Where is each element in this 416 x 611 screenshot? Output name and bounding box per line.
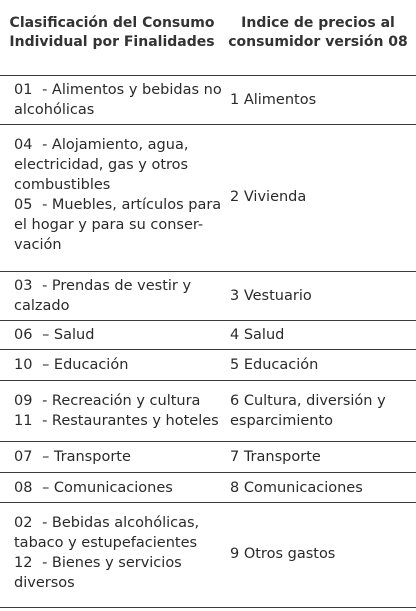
row-right-cell xyxy=(230,90,410,110)
header-left xyxy=(8,14,216,52)
row-right-cell xyxy=(230,355,410,375)
row-entry xyxy=(14,478,224,498)
entry-text-line2: diversos xyxy=(14,575,75,591)
row-right-cell xyxy=(230,286,410,306)
entry-text-line1: – Comunicaciones xyxy=(42,480,173,496)
row-left-cell xyxy=(14,80,224,120)
table-row xyxy=(0,272,416,320)
row-right-cell xyxy=(230,325,410,345)
entry-text-line2: alcohólicas xyxy=(14,102,95,118)
entry-code: 11 xyxy=(14,413,33,429)
row-right-line1: 7 Transporte xyxy=(230,449,321,465)
entry-text-line1: - Bienes y servicios xyxy=(42,555,182,571)
table-row xyxy=(0,473,416,502)
entry-code: 03 xyxy=(14,278,33,294)
row-entry xyxy=(14,325,224,345)
row-right-line1: 3 Vestuario xyxy=(230,288,312,304)
entry-code: 10 xyxy=(14,357,33,373)
row-entry xyxy=(14,411,224,431)
table-row xyxy=(0,381,416,441)
row-left-cell xyxy=(14,135,224,255)
header-right-line1: Indice de precios al xyxy=(241,15,395,31)
entry-code: 04 xyxy=(14,137,33,153)
row-left-cell xyxy=(14,391,224,431)
entry-text-line2: el hogar y para su conser- xyxy=(14,217,204,233)
row-right-line2: esparcimiento xyxy=(230,413,334,429)
row-entry xyxy=(14,391,224,411)
row-right-line1: 6 Cultura, diversión y xyxy=(230,393,386,409)
row-entry xyxy=(14,80,224,100)
row-right-line1: 2 Vivienda xyxy=(230,189,307,205)
row-right-cell xyxy=(230,187,410,207)
entry-text-line2: tabaco y estupefacientes xyxy=(14,535,198,551)
entry-code: 05 xyxy=(14,197,33,213)
row-right-line1: 4 Salud xyxy=(230,327,285,343)
entry-text-line2: electricidad, gas y otros xyxy=(14,157,189,173)
entry-text-line3: vación xyxy=(14,237,62,253)
header-left-line1: Clasificación del Consumo xyxy=(9,15,215,31)
entry-text-line1: – Salud xyxy=(42,327,95,343)
row-left-cell xyxy=(14,325,224,345)
entry-code: 09 xyxy=(14,393,33,409)
entry-text-line3: combustibles xyxy=(14,177,111,193)
entry-text-line1: - Bebidas alcohólicas, xyxy=(42,515,200,531)
table-header xyxy=(0,0,416,76)
table-row xyxy=(0,442,416,472)
entry-text-line1: - Alojamiento, agua, xyxy=(42,137,189,153)
row-entry xyxy=(14,447,224,467)
table-row xyxy=(0,503,416,607)
entry-text-line1: - Recreación y cultura xyxy=(42,393,201,409)
row-entry xyxy=(14,195,224,215)
row-right-line1: 9 Otros gastos xyxy=(230,546,336,562)
header-right xyxy=(228,14,408,52)
entry-code: 07 xyxy=(14,449,33,465)
row-entry xyxy=(14,513,224,533)
entry-text-line2: calzado xyxy=(14,298,70,314)
row-entry xyxy=(14,355,224,375)
entry-code: 12 xyxy=(14,555,33,571)
row-left-cell xyxy=(14,276,224,316)
row-left-cell xyxy=(14,355,224,375)
entry-code: 01 xyxy=(14,82,33,98)
row-right-cell xyxy=(230,544,410,564)
table-row xyxy=(0,125,416,271)
table-bottom-border xyxy=(0,607,416,608)
entry-text-line1: - Restaurantes y hoteles xyxy=(42,413,219,429)
entry-text-line1: - Prendas de vestir y xyxy=(42,278,192,294)
row-right-line1: 8 Comunicaciones xyxy=(230,480,363,496)
row-right-line1: 5 Educación xyxy=(230,357,319,373)
entry-code: 06 xyxy=(14,327,33,343)
header-left-line2: Individual por Finalidades xyxy=(9,34,215,50)
row-entry xyxy=(14,553,224,573)
row-left-cell xyxy=(14,447,224,467)
row-entry xyxy=(14,135,224,155)
table-row xyxy=(0,321,416,349)
entry-code: 02 xyxy=(14,515,33,531)
row-entry xyxy=(14,276,224,296)
row-left-cell xyxy=(14,478,224,498)
header-right-line2: consumidor versión 08 xyxy=(228,34,408,50)
entry-text-line1: – Educación xyxy=(42,357,129,373)
entry-text-line1: – Transporte xyxy=(42,449,131,465)
entry-text-line1: - Muebles, artículos para xyxy=(42,197,222,213)
entry-text-line1: - Alimentos y bebidas no xyxy=(42,82,222,98)
row-right-cell xyxy=(230,391,410,431)
entry-code: 08 xyxy=(14,480,33,496)
row-right-cell xyxy=(230,478,410,498)
row-right-cell xyxy=(230,447,410,467)
row-left-cell xyxy=(14,513,224,593)
table-row xyxy=(0,76,416,124)
row-right-line1: 1 Alimentos xyxy=(230,92,317,108)
table-row xyxy=(0,350,416,380)
